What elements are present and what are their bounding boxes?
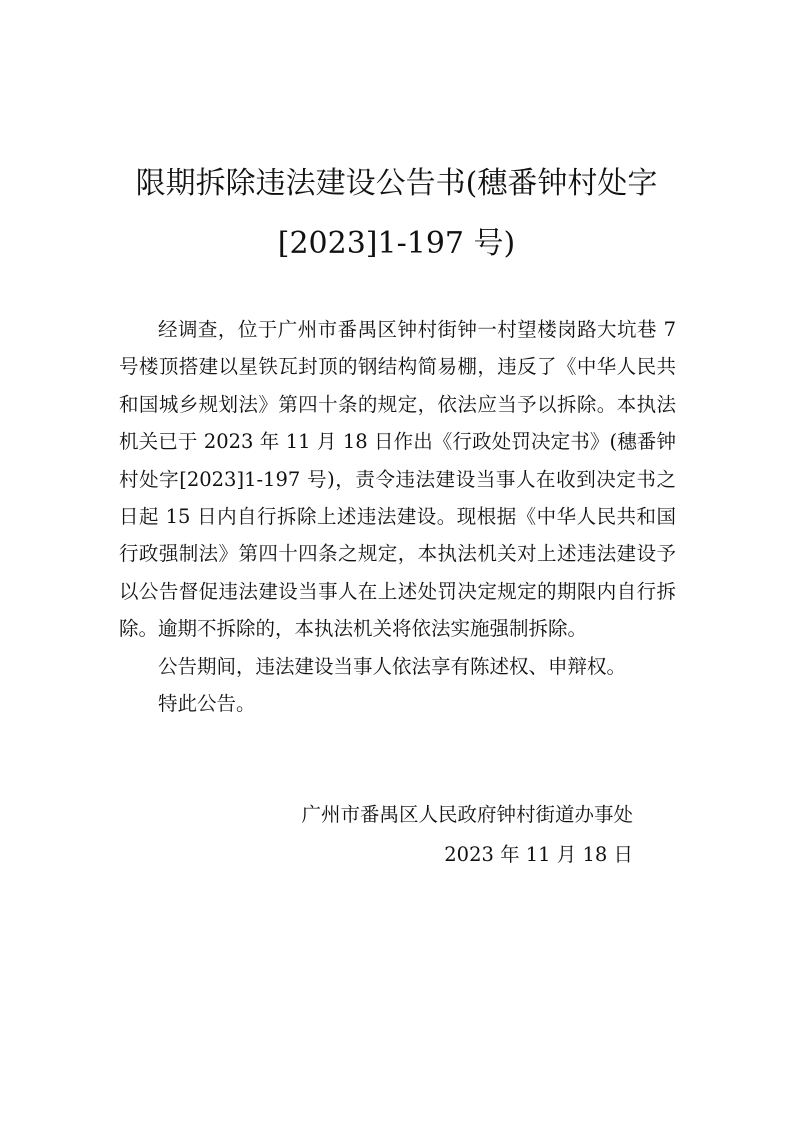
body-paragraph-main: 经调查，位于广州市番禺区钟村街钟一村望楼岗路大坑巷 7 号楼顶搭建以星铁瓦封顶的钢结构简易棚，违反了《中华人民共和国城乡规划法》第四十条的规定，依法应当予以拆除。本执法机关已于 2023 年 11 月 18 日作出《行政处罚决定书》(穗番钟村处字[2023]1-197 号)，责令违法建设当事人在收到决定书之日起 15 日内自行拆除上述违法建设。现根据《中华人民共和国行政强制法》第四十四条之规定，本执法机关对上述违法建设予以公告督促违法建设当事人在上述处罚决定规定的期限内自行拆除。逾期不拆除的，本执法机关将依法实施强制拆除。	[119, 318, 676, 641]
signature-date: 2023 年 11 月 18 日	[444, 843, 633, 866]
document-body	[119, 311, 676, 722]
signature-organization: 广州市番禺区人民政府钟村街道办事处	[301, 803, 633, 826]
document-title-line-2: [2023]1-197 号)	[277, 226, 516, 261]
body-paragraph-closing: 特此公告。	[158, 692, 256, 716]
body-paragraph-rights: 公告期间，违法建设当事人依法享有陈述权、申辩权。	[158, 654, 627, 678]
document-title-line-1: 限期拆除违法建设公告书(穗番钟村处字	[135, 166, 658, 201]
